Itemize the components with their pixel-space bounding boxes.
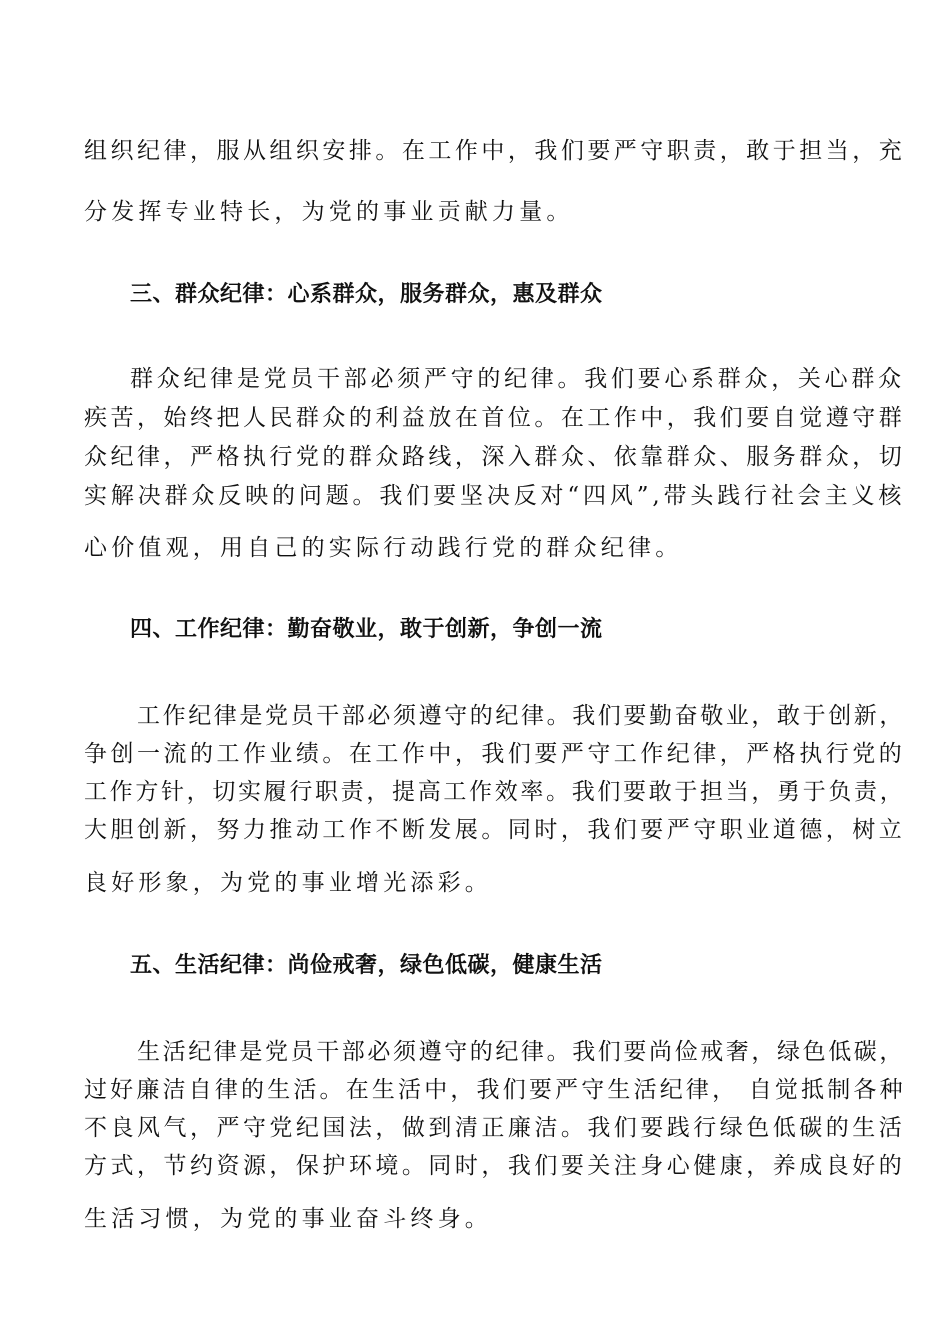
paragraph-line: 过好廉洁自律的生活。在生活中，我们要严守生活纪律， 自觉抵制各种 [84, 1077, 906, 1103]
paragraph-line: 群众纪律是党员干部必须严守的纪律。我们要心系群众，关心群众 [130, 366, 905, 392]
paragraph-line: 争创一流的工作业绩。在工作中，我们要严守工作纪律，严格执行党的 [84, 741, 906, 767]
paragraph-line: 生活习惯，为党的事业奋斗终身。 [84, 1206, 492, 1232]
paragraph-line: 大胆创新，努力推动工作不断发展。同时，我们要严守职业道德，树立 [84, 817, 906, 843]
section-heading: 五、生活纪律：尚俭戒奢，绿色低碳，健康生活 [130, 953, 603, 978]
paragraph-line: 疾苦，始终把人民群众的利益放在首位。在工作中，我们要自觉遵守群 [84, 405, 906, 431]
paragraph-line: 生活纪律是党员干部必须遵守的纪律。我们要尚俭戒奢，绿色低碳， [137, 1039, 905, 1065]
section-heading: 三、群众纪律：心系群众，服务群众，惠及群众 [130, 282, 603, 307]
paragraph-line: 工作纪律是党员干部必须遵守的纪律。我们要勤奋敬业，敢于创新， [137, 703, 905, 729]
paragraph-line: 众纪律，严格执行党的群众路线，深入群众、依靠群众、服务群众，切 [84, 444, 906, 470]
paragraph-line: 工作方针，切实履行职责，提高工作效率。我们要敢于担当，勇于负责， [84, 779, 906, 805]
paragraph-line: 实解决群众反映的问题。我们要坚决反对“四风”,带头践行社会主义核 [84, 483, 906, 509]
paragraph-line: 组织纪律，服从组织安排。在工作中，我们要严守职责，敢于担当，充 [84, 138, 906, 164]
paragraph-line: 心价值观，用自己的实际行动践行党的群众纪律。 [84, 535, 683, 561]
paragraph-line: 不良风气，严守党纪国法，做到清正廉洁。我们要践行绿色低碳的生活 [84, 1115, 906, 1141]
paragraph-line: 分发挥专业特长，为党的事业贡献力量。 [84, 199, 574, 225]
paragraph-line: 良好形象，为党的事业增光添彩。 [84, 870, 492, 896]
paragraph-line: 方式，节约资源，保护环境。同时，我们要关注身心健康，养成良好的 [84, 1153, 906, 1179]
section-heading: 四、工作纪律：勤奋敬业，敢于创新，争创一流 [130, 617, 603, 642]
